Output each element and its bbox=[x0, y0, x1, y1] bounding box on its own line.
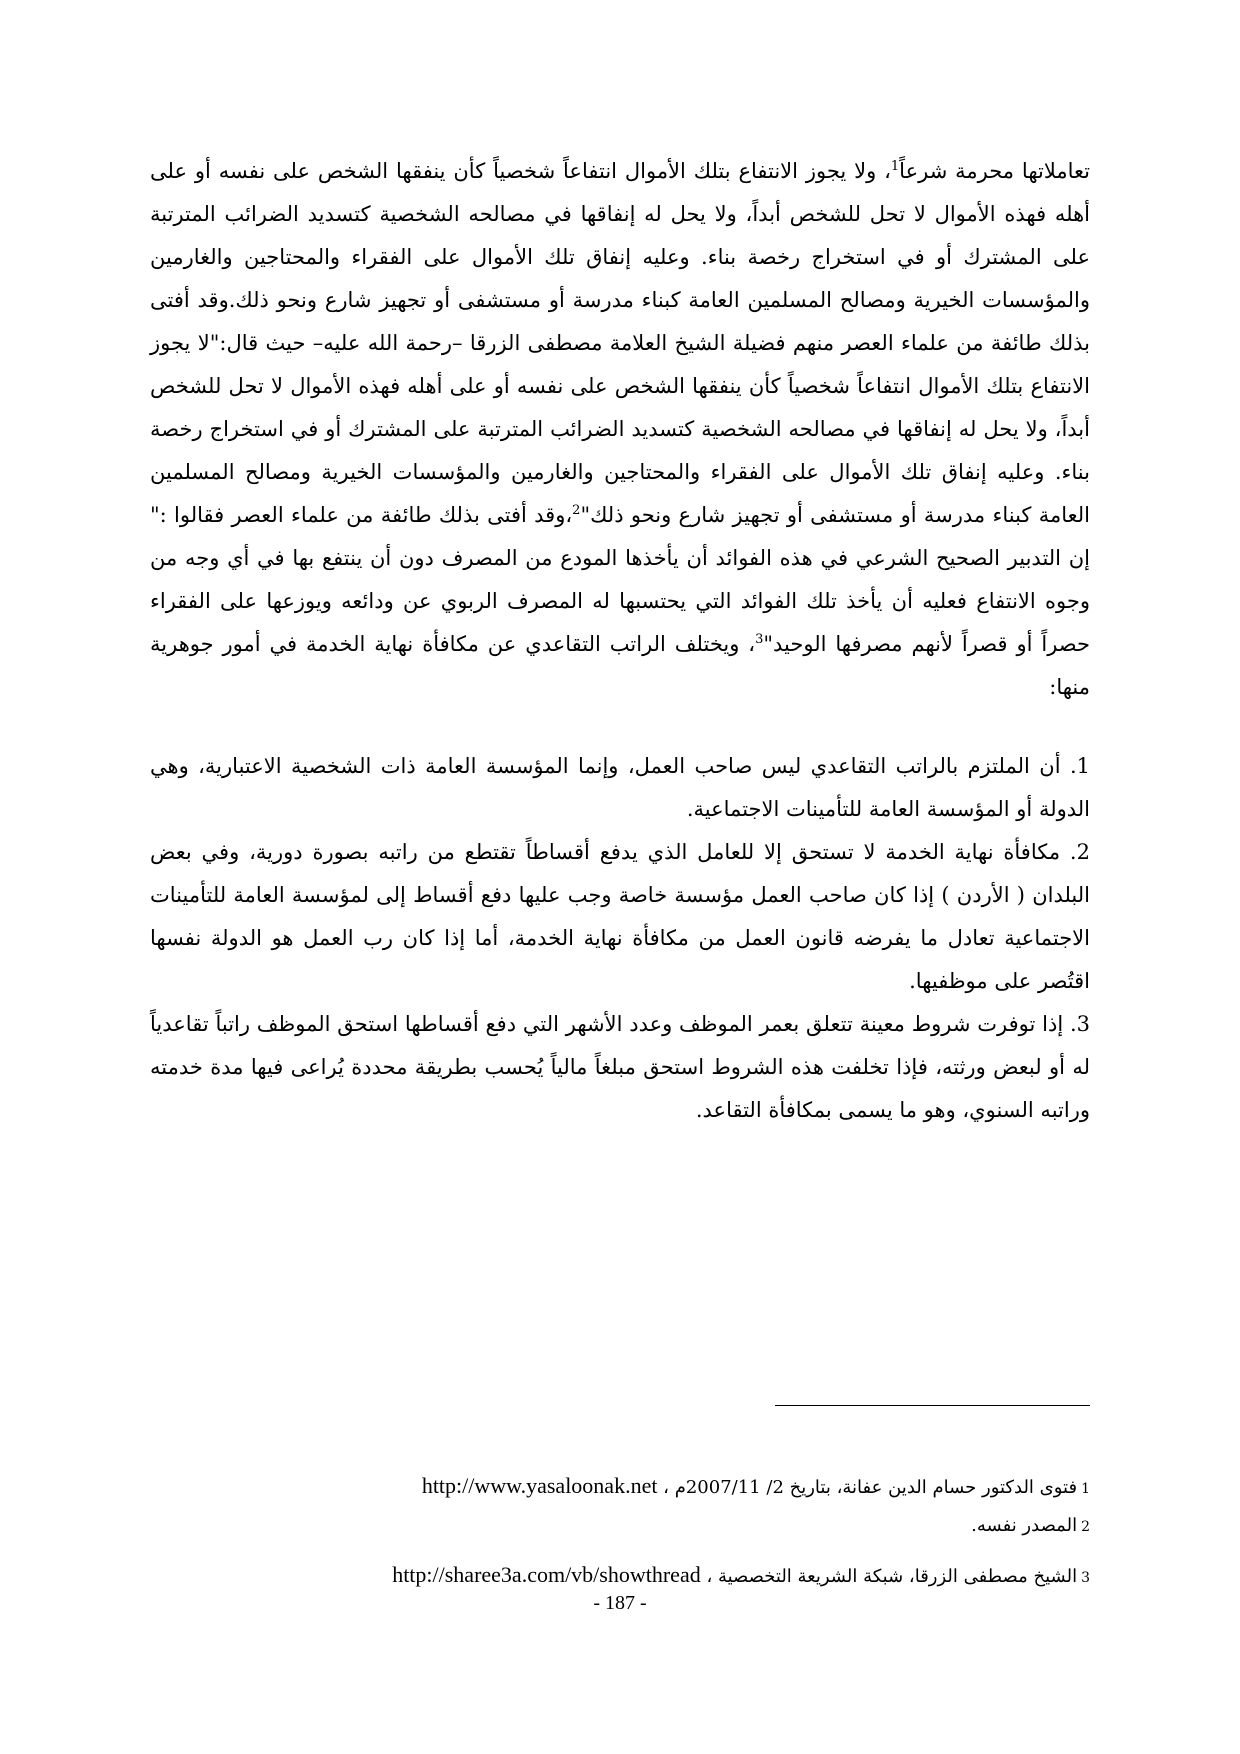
footnote-3 bbox=[150, 1562, 1090, 1591]
main-paragraph bbox=[150, 150, 1090, 709]
footnote-2-number: 2 bbox=[1081, 1519, 1090, 1535]
footnote-separator bbox=[775, 1405, 1090, 1406]
list-item-2: 2. مكافأة نهاية الخدمة لا تستحق إلا للعامل الذي يدفع أقساطاً تقتطع من راتبه بصورة دورية، وفي بعض البلدان ( الأردن ) إذا كان صاحب العمل مؤسسة خاصة وجب عليها دفع أقساط إلى لمؤسسة العامة للتأمينات الاجتماعية تعادل ما يفرضه قانون العمل من مكافأة نهاية الخدمة، أما إذا كان رب العمل هو الدولة نفسها اقتُصر على موظفيها. bbox=[150, 840, 1090, 993]
footnote-ref-3[interactable]: 3 bbox=[755, 632, 764, 647]
footnote-3-number: 3 bbox=[1081, 1570, 1090, 1586]
footnote-1-text: فتوى الدكتور حسام الدين عفانة، بتاريخ 2/ 2007/11م ، bbox=[657, 1477, 1078, 1498]
footnote-2 bbox=[150, 1513, 1090, 1540]
main-paragraph-part-2: ، ولا يجوز الانتفاع بتلك الأموال انتفاعاً شخصياً كأن ينفقها الشخص على نفسه أو على أهله فهذه الأموال لا تحل للشخص أبداً، ولا يحل له إنفاقها في مصالحه الشخصية كتسديد الضرائب المترتبة على المشترك أو في استخراج رخصة بناء. وعليه إنفاق تلك الأموال على الفقراء والمحتاجين والغارمين والمؤسسات الخيرية ومصالح المسلمين العامة كبناء مدرسة أو مستشفى أو تجهيز شارع ونحو ذلك.وقد أفتى بذلك طائفة من علماء العصر منهم فضيلة الشيخ العلامة مصطفى الزرقا –رحمة الله عليه– حيث قال:"لا يجوز الانتفاع بتلك الأموال انتفاعاً شخصياً كأن ينفقها الشخص على نفسه أو على أهله فهذه الأموال لا تحل للشخص أبداً، ولا يحل له إنفاقها في مصالحه الشخصية كتسديد الضرائب المترتبة على المشترك أو في استخراج رخصة بناء. وعليه إنفاق تلك الأموال على الفقراء والمحتاجين والغارمين والمؤسسات الخيرية ومصالح المسلمين العامة كبناء مدرسة أو مستشفى أو تجهيز شارع ونحو ذلك" bbox=[150, 159, 1091, 527]
footnote-2-text: المصدر نفسه. bbox=[971, 1515, 1078, 1536]
document-body bbox=[150, 150, 1090, 1132]
main-paragraph-part-3: ،وقد أفتى بذلك طائفة من علماء العصر فقالوا :" إن التدبير الصحيح الشرعي في هذه الفوائد أن يأخذها المودع من المصرف دون أن ينتفع بها في أي وجه من وجوه الانتفاع فعليه أن يأخذ تلك الفوائد التي يحتسبها له المصرف الربوي عن ودائعه ويوزعها على الفقراء حصراً أو قصراً لأنهم مصرفها الوحيد" bbox=[150, 503, 1090, 656]
differences-list bbox=[150, 745, 1090, 1132]
main-paragraph-part-4: ، ويختلف الراتب التقاعدي عن مكافأة نهاية الخدمة في أمور جوهرية منها: bbox=[150, 632, 1090, 699]
footnote-ref-2[interactable]: 2 bbox=[572, 503, 581, 518]
footnote-ref-1[interactable]: 1 bbox=[890, 159, 900, 174]
page-number: - 187 - bbox=[593, 1592, 647, 1614]
list-item-1: 1. أن الملتزم بالراتب التقاعدي ليس صاحب العمل، وإنما المؤسسة العامة ذات الشخصية الاعتبارية، وهي الدولة أو المؤسسة العامة للتأمينات الاجتماعية. bbox=[150, 754, 1090, 821]
list-item-3: 3. إذا توفرت شروط معينة تتعلق بعمر الموظف وعدد الأشهر التي دفع أقساطها استحق الموظف راتباً تقاعدياً له أو لبعض ورثته، فإذا تخلفت هذه الشروط استحق مبلغاً مالياً يُحسب بطريقة محددة يُراعى فيها مدة خدمته وراتبه السنوي، وهو ما يسمى بمكافأة التقاعد. bbox=[150, 1012, 1090, 1122]
footnote-3-text: الشيخ مصطفى الزرقا، شبكة الشريعة التخصصية ، bbox=[700, 1566, 1078, 1587]
footnote-1 bbox=[150, 1473, 1090, 1502]
footnote-3-link[interactable]: http://sharee3a.com/vb/showthread bbox=[392, 1562, 701, 1587]
footnote-1-number: 1 bbox=[1081, 1481, 1090, 1497]
footnote-1-link[interactable]: http://www.yasaloonak.net bbox=[421, 1473, 658, 1498]
main-paragraph-part-1: تعاملاتها محرمة شرعاً bbox=[899, 159, 1090, 183]
